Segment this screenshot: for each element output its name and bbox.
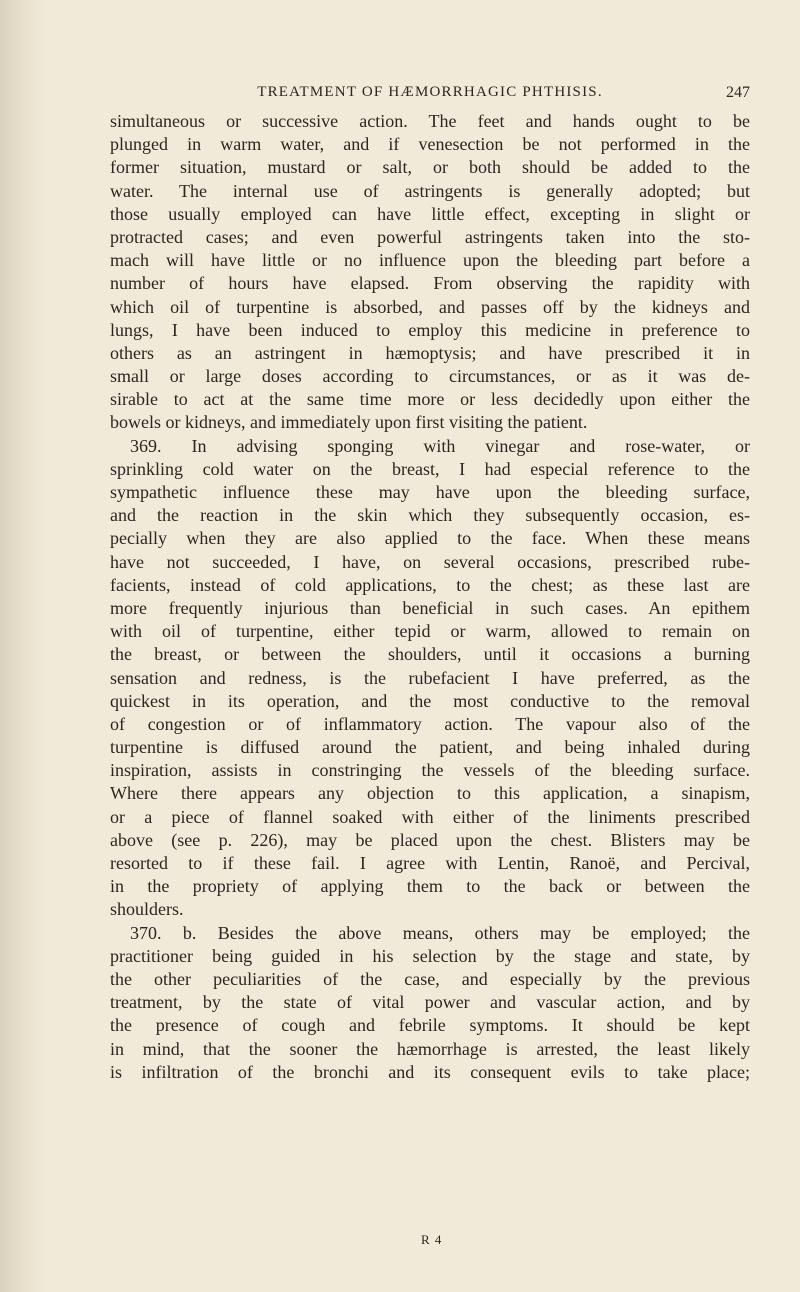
text-line: plunged in warm water, and if venesection be not performed in the <box>110 134 750 155</box>
text-line: facients, instead of cold applications, to the chest; as these last are <box>110 574 750 595</box>
text-line: more frequently injurious than beneficial in such cases. An epithem <box>110 597 750 618</box>
text-line: former situation, mustard or salt, or both should be added to the <box>110 157 750 178</box>
signature-mark: R 4 <box>421 1232 443 1247</box>
text-line: which oil of turpentine is absorbed, and passes off by the kidneys and <box>110 296 750 317</box>
body-text <box>110 110 750 1084</box>
text-line: pecially when they are also applied to the face. When these means <box>110 528 750 549</box>
text-line: or a piece of flannel soaked with either of the liniments prescribed <box>110 806 750 827</box>
text-line: the other peculiarities of the case, and especially by the previous <box>110 968 750 989</box>
text-line: inspiration, assists in constringing the vessels of the bleeding surface. <box>110 760 750 781</box>
text-line: the presence of cough and febrile symptoms. It should be kept <box>110 1015 750 1036</box>
text-line: bowels or kidneys, and immediately upon first visiting the patient. <box>110 412 588 433</box>
text-line: turpentine is diffused around the patient, and being inhaled during <box>110 737 750 758</box>
text-line: shoulders. <box>110 899 184 920</box>
text-line: in the propriety of applying them to the back or between the <box>110 876 750 897</box>
text-line: sensation and redness, is the rubefacient I have preferred, as the <box>110 667 750 688</box>
text-line: others as an astringent in hæmoptysis; and have prescribed it in <box>110 342 750 363</box>
text-line: resorted to if these fail. I agree with Lentin, Ranoë, and Percival, <box>110 853 750 873</box>
text-line: water. The internal use of astringents is generally adopted; but <box>110 180 750 201</box>
text-line: small or large doses according to circumstances, or as it was de- <box>110 366 750 387</box>
text-line: Where there appears any objection to this application, a sinapism, <box>110 783 750 804</box>
text-line: the breast, or between the shoulders, until it occasions a burning <box>110 644 750 665</box>
text-line: 369. In advising sponging with vinegar and rose-water, or <box>130 435 750 456</box>
text-line: quickest in its operation, and the most conductive to the removal <box>110 690 750 711</box>
text-line: lungs, I have been induced to employ this medicine in preference to <box>110 319 750 340</box>
text-line: sympathetic influence these may have upon the bleeding surface, <box>110 482 750 502</box>
page-number: 247 <box>726 84 750 101</box>
text-line: above (see p. 226), may be placed upon the chest. Blisters may be <box>110 829 750 850</box>
running-head <box>110 84 750 108</box>
page-binding-shadow <box>0 0 46 1292</box>
text-line: protracted cases; and even powerful astringents taken into the sto- <box>110 226 750 247</box>
text-line: sprinkling cold water on the breast, I had especial reference to the <box>110 458 750 479</box>
text-line: in mind, that the sooner the hæmorrhage is arrested, the least likely <box>110 1038 750 1059</box>
text-line: and the reaction in the skin which they subsequently occasion, es- <box>110 505 750 526</box>
text-line: treatment, by the state of vital power and vascular action, and by <box>110 992 750 1013</box>
text-line: simultaneous or successive action. The feet and hands ought to be <box>110 111 750 131</box>
text-line: practitioner being guided in his selection by the stage and state, by <box>110 945 750 966</box>
text-line: 370. b. Besides the above means, others may be employed; the <box>130 922 750 943</box>
text-line: number of hours have elapsed. From observing the rapidity with <box>110 273 750 294</box>
text-line: with oil of turpentine, either tepid or warm, allowed to remain on <box>110 621 750 642</box>
text-line: those usually employed can have little effect, excepting in slight or <box>110 203 750 224</box>
text-line: of congestion or of inflammatory action. The vapour also of the <box>110 713 750 734</box>
text-line: have not succeeded, I have, on several occasions, prescribed rube- <box>110 551 750 572</box>
text-line: mach will have little or no influence upon the bleeding part before a <box>110 250 750 271</box>
text-line: sirable to act at the same time more or less decidedly upon either the <box>110 389 750 410</box>
running-title: TREATMENT OF HÆMORRHAGIC PHTHISIS. <box>257 84 603 100</box>
text-line: is infiltration of the bronchi and its consequent evils to take place; <box>110 1061 750 1082</box>
